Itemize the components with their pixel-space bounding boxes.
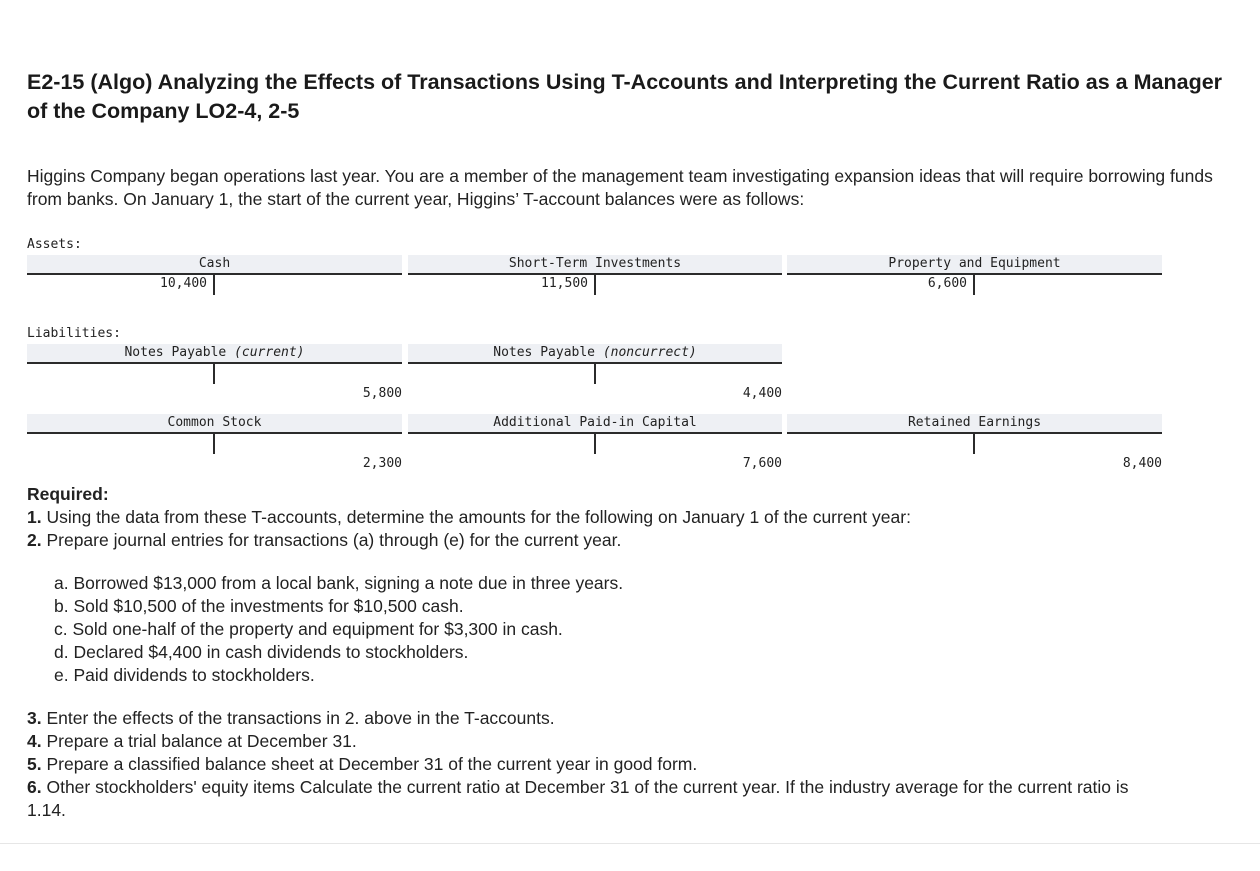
problem-title: E2-15 (Algo) Analyzing the Effects of Transactions Using T-Accounts and Interpreting the Current Ratio as a Manager of the Company LO2-4, 2-5 [27, 70, 1223, 123]
transaction-d: d. Declared $4,400 in cash dividends to stockholders. [54, 642, 469, 662]
credit-balance: 8,400 [1122, 456, 1162, 471]
t-account-cash [27, 255, 402, 301]
liabilities-label: Liabilities: [27, 326, 121, 341]
account-name: Notes Payable (noncurrect) [408, 344, 782, 364]
debit-balance: 10,400 [160, 276, 207, 291]
t-account-divider [213, 275, 215, 295]
account-name: Additional Paid-in Capital [408, 414, 782, 434]
account-name: Retained Earnings [787, 414, 1162, 434]
t-account-divider [213, 434, 215, 454]
required-item-6: 6. Other stockholders' equity items Calculate the current ratio at December 31 of the current year. If the industry average for the current ratio is 1.14. [27, 777, 1129, 820]
t-account-common-stock [27, 414, 402, 471]
debit-balance: 6,600 [927, 276, 967, 291]
account-name: Property and Equipment [787, 255, 1162, 275]
transaction-b: b. Sold $10,500 of the investments for $10,500 cash. [54, 596, 464, 616]
required-heading: Required: [27, 484, 109, 504]
transaction-a: a. Borrowed $13,000 from a local bank, signing a note due in three years. [54, 573, 624, 593]
debit-balance: 11,500 [541, 276, 588, 291]
account-name: Cash [27, 255, 402, 275]
t-account-divider [973, 275, 975, 295]
assets-label: Assets: [27, 237, 82, 252]
required-item-4: 4. Prepare a trial balance at December 31. [27, 731, 357, 751]
required-item-2: 2. Prepare journal entries for transactions (a) through (e) for the current year. [27, 530, 622, 550]
credit-balance: 5,800 [362, 386, 402, 401]
account-name: Common Stock [27, 414, 402, 434]
required-item-5: 5. Prepare a classified balance sheet at December 31 of the current year in good form. [27, 754, 698, 774]
t-account-divider [594, 434, 596, 454]
t-account-retained-earnings [787, 414, 1162, 471]
t-account-additional-paid-in-capital [408, 414, 782, 471]
t-account-short-term-investments [408, 255, 782, 301]
t-account-divider [594, 275, 596, 295]
credit-balance: 2,300 [362, 456, 402, 471]
credit-balance: 4,400 [742, 386, 782, 401]
required-item-3: 3. Enter the effects of the transactions in 2. above in the T-accounts. [27, 708, 555, 728]
t-account-property-equipment [787, 255, 1162, 301]
transaction-c: c. Sold one-half of the property and equipment for $3,300 in cash. [54, 619, 563, 639]
account-name: Notes Payable (current) [27, 344, 402, 364]
t-account-divider [213, 364, 215, 384]
t-account-divider [594, 364, 596, 384]
transaction-e: e. Paid dividends to stockholders. [54, 665, 315, 685]
required-item-1: 1. Using the data from these T-accounts, determine the amounts for the following on January 1 of the current year: [27, 507, 911, 527]
t-account-notes-payable-noncurrent [408, 344, 782, 401]
t-account-divider [973, 434, 975, 454]
credit-balance: 7,600 [742, 456, 782, 471]
account-name: Short-Term Investments [408, 255, 782, 275]
t-account-notes-payable-current [27, 344, 402, 401]
divider [0, 843, 1260, 844]
problem-intro: Higgins Company began operations last year. You are a member of the management team investigating expansion ideas that will require borrowing funds from banks. On January 1, the start of the current year, Higgins’ T-account balances were as follows: [27, 166, 1213, 209]
